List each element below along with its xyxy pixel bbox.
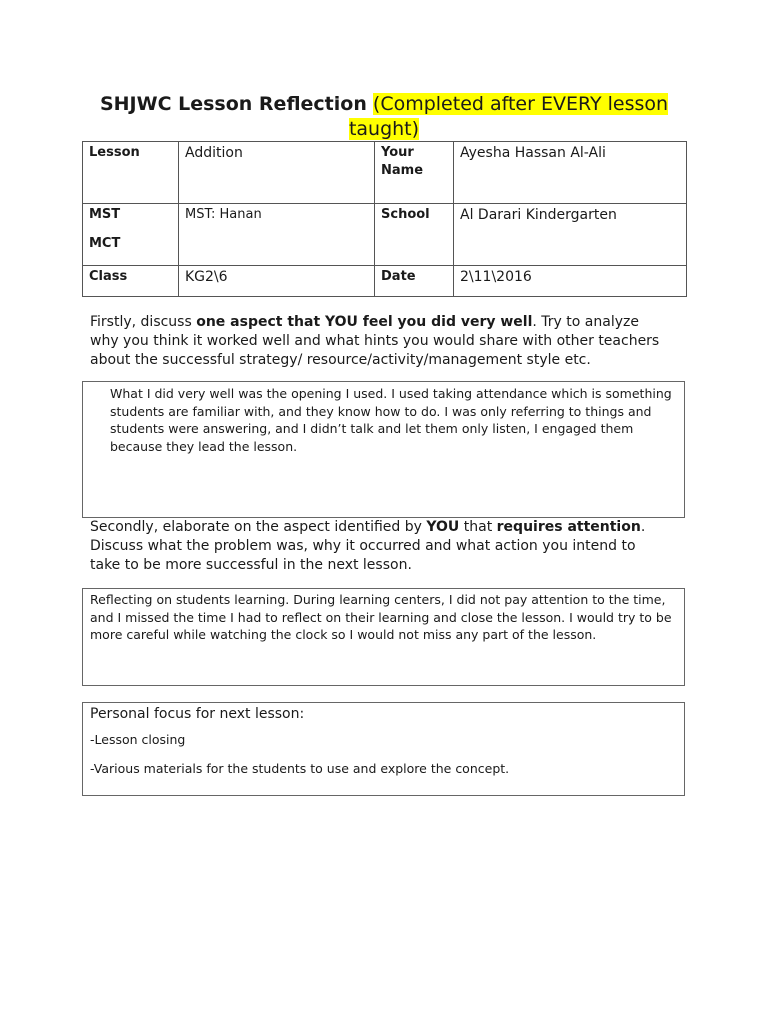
date-label: Date [375, 266, 454, 297]
personal-focus-box [82, 702, 685, 796]
answer-requires-attention-text: Reflecting on students learning. During learning centers, I did not pay attention to the time, and I missed the time I had to reflect on their learning and close the lesson. I would try to be more careful while watching the clock so I would not miss any part of the lesson. [90, 592, 672, 642]
class-label: Class [83, 266, 179, 297]
prompt-requires-attention [90, 518, 650, 575]
prompt1-text-pre: Firstly, discuss [90, 314, 197, 330]
lesson-info-table [82, 141, 687, 297]
prompt2-text-pre: Secondly, elaborate on the aspect identified by [90, 519, 427, 535]
title-highlight: (Completed after EVERY lesson taught) [348, 93, 669, 140]
page-title [82, 92, 686, 142]
name-value: Ayesha Hassan Al-Ali [454, 142, 687, 204]
prompt2-text-mid: that [459, 519, 497, 535]
lesson-label: Lesson [83, 142, 179, 204]
date-value: 2\11\2016 [454, 266, 687, 297]
answer-requires-attention-box [82, 588, 685, 686]
school-label: School [375, 204, 454, 266]
personal-focus-heading: Personal focus for next lesson: [90, 706, 305, 722]
prompt1-emphasis: one aspect that YOU feel you did very well [196, 314, 533, 330]
title-text: SHJWC Lesson Reflection [99, 93, 367, 115]
mst-mct-cell [83, 204, 179, 266]
mct-label: MCT [89, 236, 121, 251]
class-value: KG2\6 [179, 266, 375, 297]
prompt-did-well [90, 313, 670, 370]
prompt2-text-post: . Discuss what the problem was, why it occurred and what action you intend to take to be more successful in the next lesson. [90, 519, 646, 573]
lesson-value: Addition [179, 142, 375, 204]
school-value: Al Darari Kindergarten [454, 204, 687, 266]
focus-item: -Various materials for the students to use and explore the concept. [90, 761, 510, 776]
prompt2-emphasis-attention: requires attention [496, 519, 641, 535]
answer-did-well-text: What I did very well was the opening I used. I used taking attendance which is something students are familiar with, and they know how to do. I was only referring to things and students were answering, and I didn’t talk and let them only listen, I engaged them because they lead the lesson. [110, 386, 672, 454]
prompt1-text-post: . Try to analyze why you think it worked well and what hints you would share with other teachers about the successful strategy/ resource/activity/management style etc. [90, 314, 660, 368]
name-label: Your Name [375, 142, 454, 204]
answer-did-well-box [82, 381, 685, 518]
mst-value: MST: Hanan [179, 204, 375, 266]
prompt2-emphasis-you: YOU [426, 519, 460, 535]
mst-label: MST [89, 207, 121, 222]
focus-item: -Lesson closing [90, 732, 186, 747]
